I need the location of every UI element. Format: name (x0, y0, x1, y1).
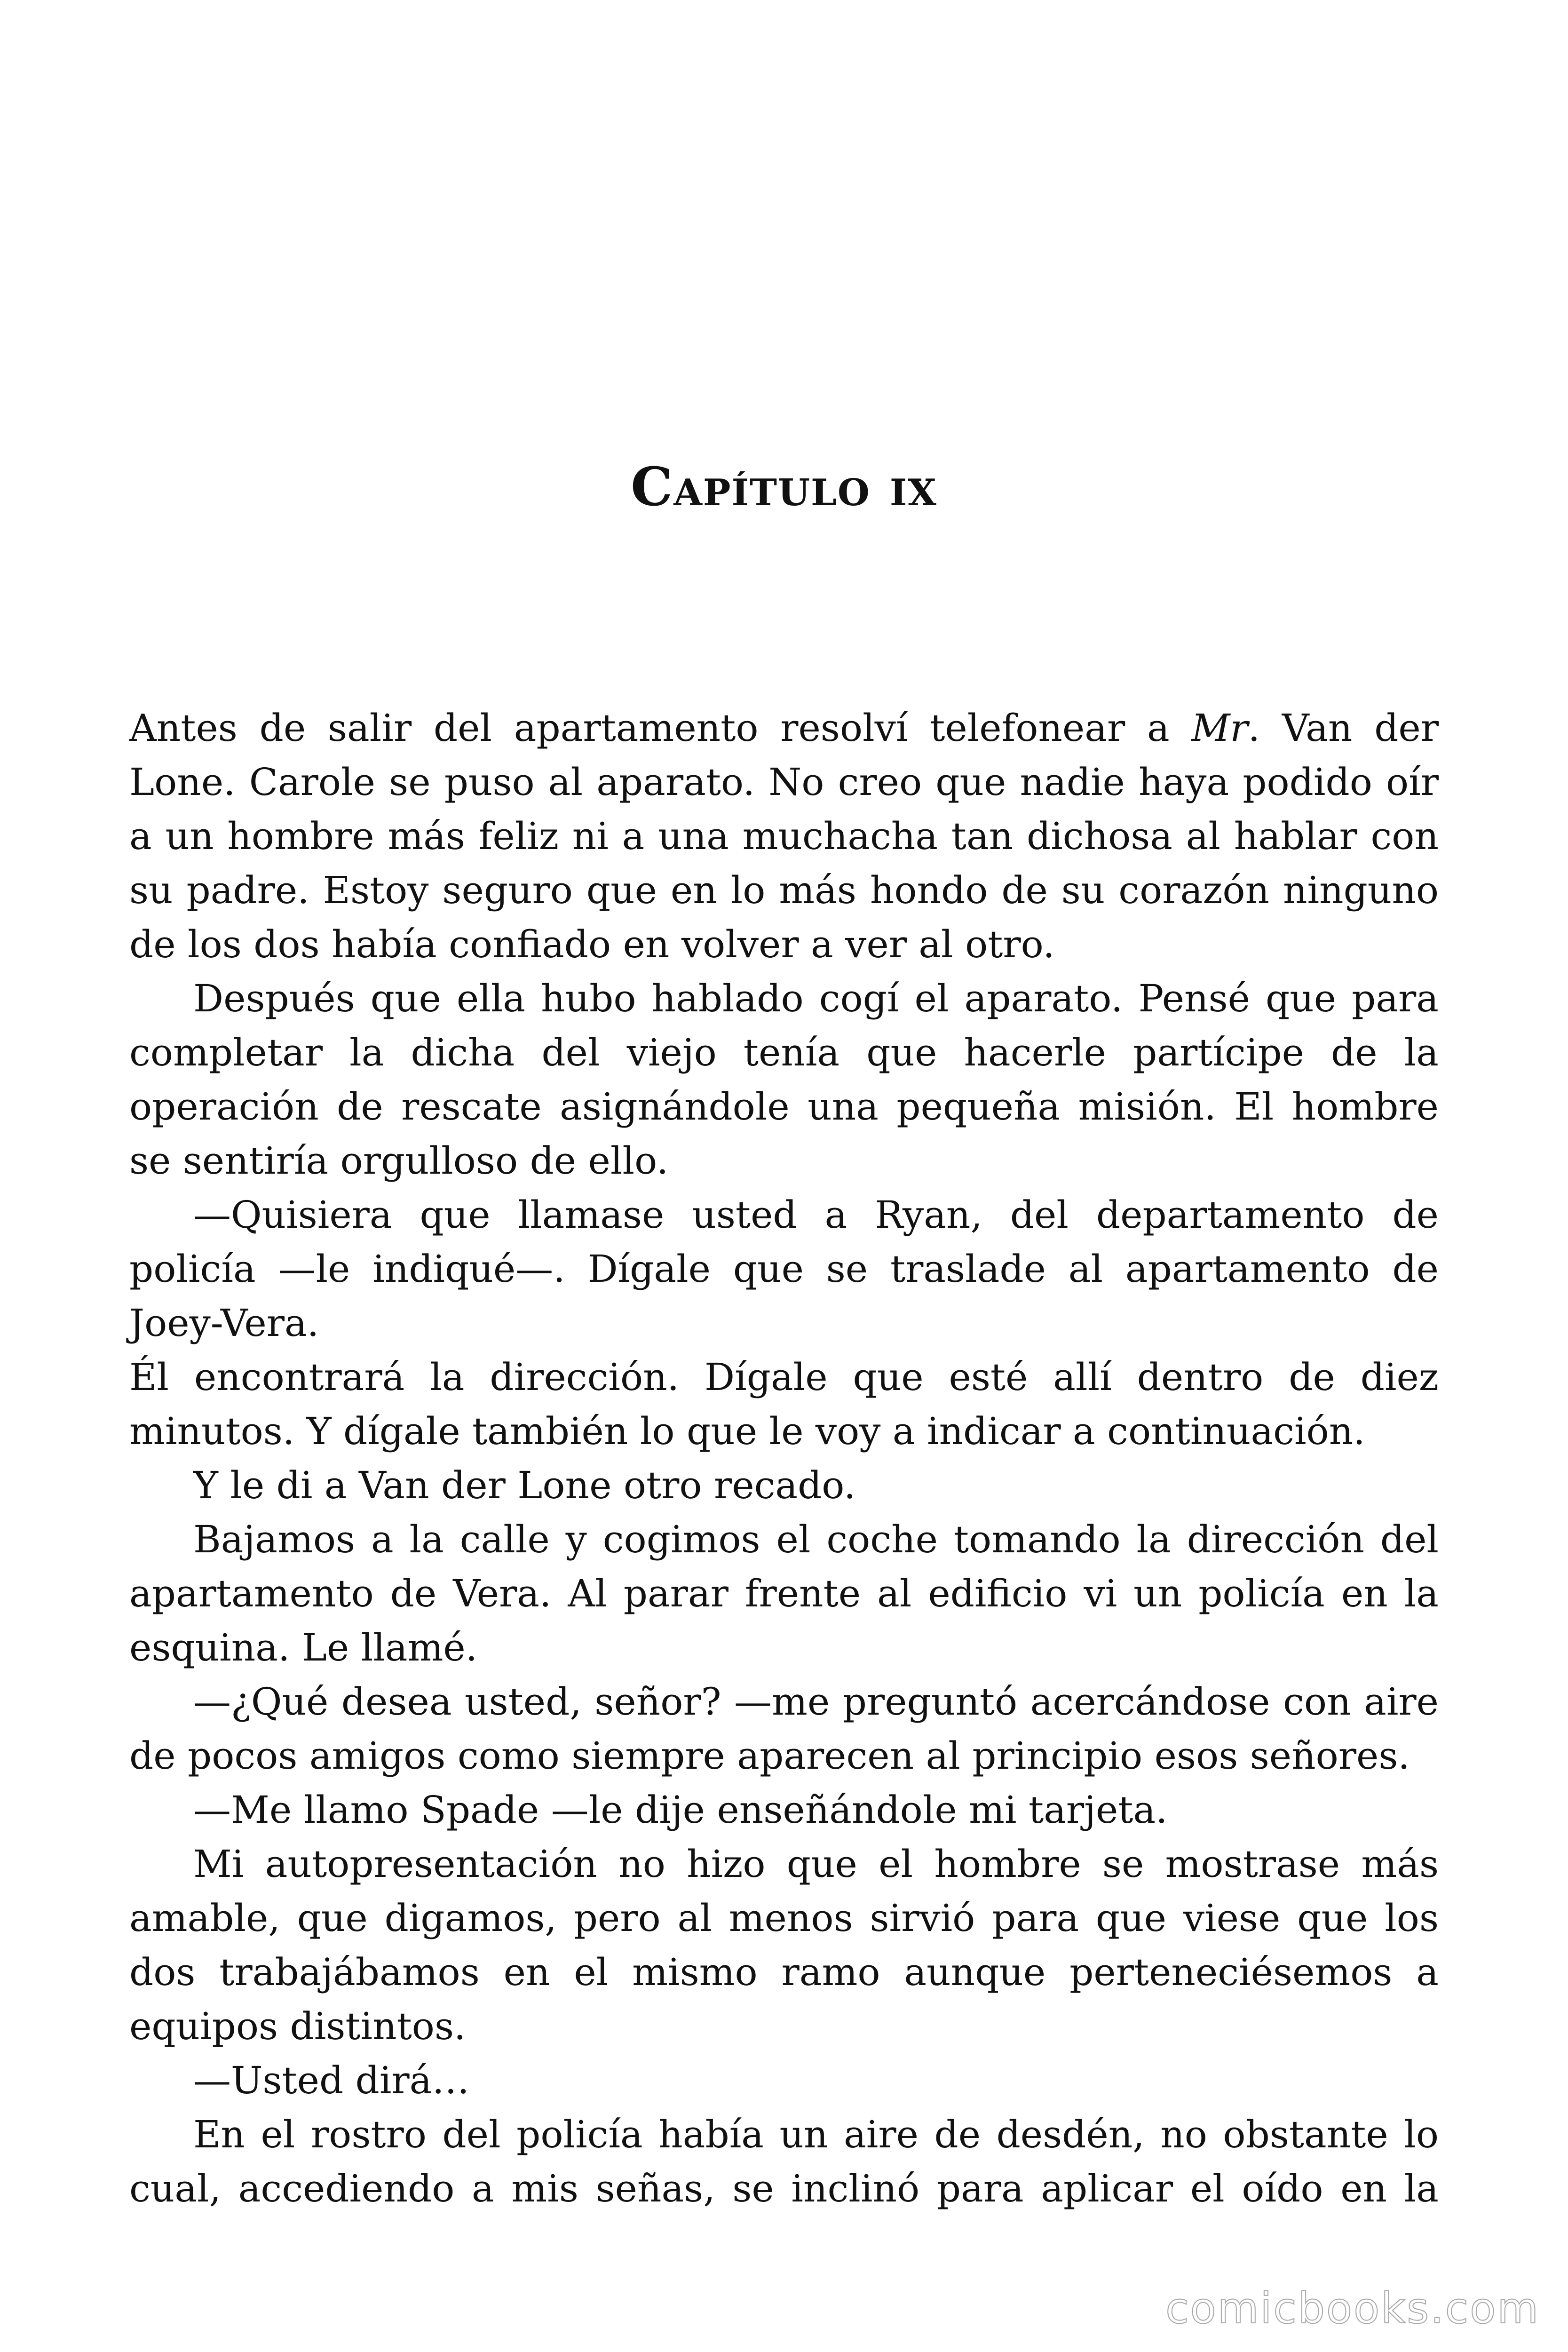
chapter-title (0, 456, 1568, 518)
paragraph-5: Él encontrará la dirección. Dígale que esté allí dentro de diez minutos. Y dígale también lo que le voy a indicar a continuación. (129, 1355, 1439, 1453)
paragraph-12: En el rostro del policía había un aire de desdén, no obstante lo cual, accediendo a mis señas, se inclinó para aplicar el oído en la (129, 2113, 1439, 2210)
chapter-title-text: Capítulo ix (631, 456, 937, 518)
paragraph-9: —Me llamo Spade —le dije enseñándole mi tarjeta. (193, 1788, 1168, 1832)
watermark: comicbooks.com (1165, 2284, 1540, 2333)
paragraph-8: —¿Qué desea usted, señor? —me preguntó acercándose con aire de pocos amigos como siempre aparecen al principio esos señores. (129, 1680, 1439, 1778)
paragraph-6: Y le di a Van der Lone otro recado. (193, 1463, 856, 1507)
paragraph-7: Bajamos a la calle y cogimos el coche tomando la dirección del apartamento de Vera. Al parar frente al edificio vi un policía en la esquina. Le llamé. (129, 1518, 1439, 1669)
paragraph-1-text-end: . Van der Lone. Carole se puso al aparato. No creo que nadie haya podido oír a un hombre más feliz ni a una muchacha tan dichosa al hablar con su padre. Estoy seguro que en lo más hondo de su corazón ninguno de los dos había confiado en volver a ver al otro. (129, 706, 1439, 966)
paragraph-2: Después que ella hubo hablado cogí el aparato. Pensé que para completar la dicha del viejo tenía que hacerle partícipe de la operación de rescate asignándole una pequeña misión. El hombre se sentiría orgulloso de ello. (129, 977, 1439, 1183)
paragraph-1 (129, 701, 1439, 971)
paragraph-10: Mi autopresentación no hizo que el hombre se mostrase más amable, que digamos, pero al menos sirvió para que viese que los dos trabajábamos en el mismo ramo aunque perteneciésemos a equipos distintos. (129, 1842, 1439, 2048)
paragraph-1-italic: Mr (1191, 706, 1248, 750)
paragraph-3: —Quisiera que llamase usted a Ryan, del departamento de policía —le indiqué—. Dígale que se traslade al apartamento de (129, 1193, 1439, 1291)
paragraph-4: Joey-Vera. (129, 1301, 319, 1345)
chapter-body (129, 701, 1439, 2216)
paragraph-1-text-start: Antes de salir del apartamento resolví telefonear a (129, 706, 1192, 750)
paragraph-11: —Usted dirá… (193, 2058, 470, 2102)
